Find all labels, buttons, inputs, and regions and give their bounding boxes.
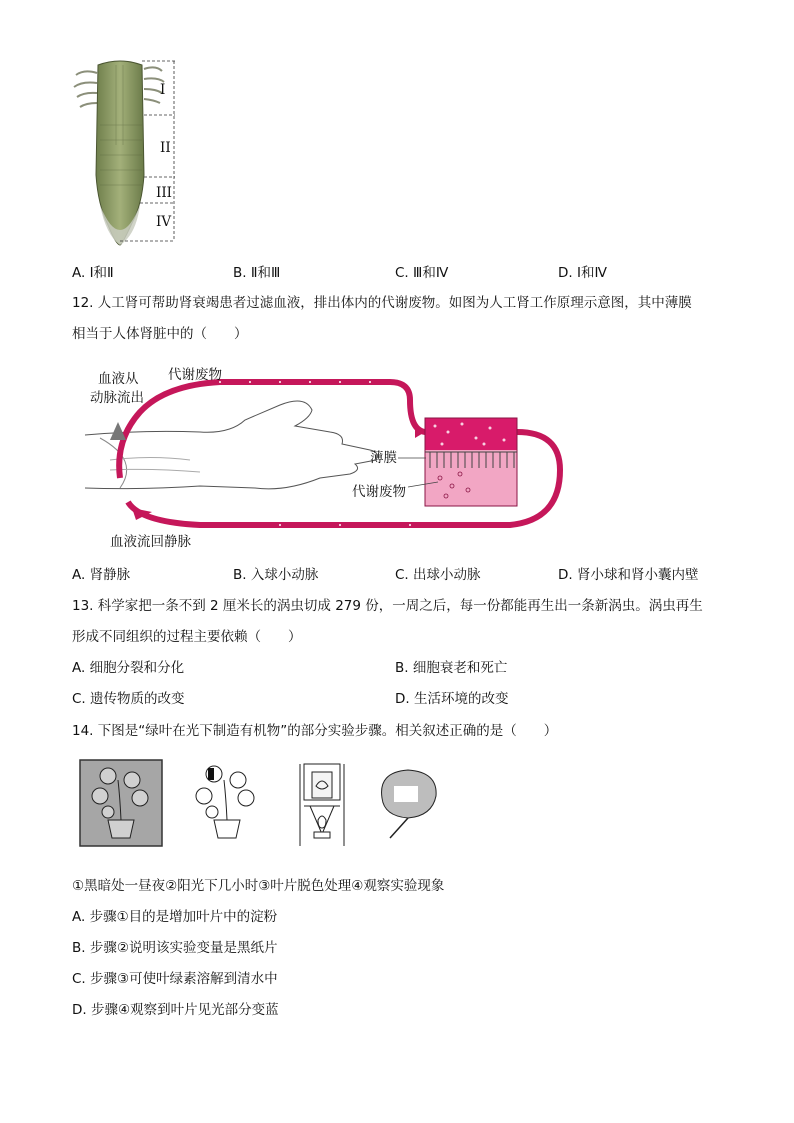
- region-label-1: I: [160, 82, 166, 98]
- q13-stem-line1: 13. 科学家把一条不到 2 厘米长的涡虫切成 279 份，一周之后，每一份都能再生出一条新涡虫。涡虫再生: [72, 598, 703, 614]
- arrow-up-icon: [110, 422, 126, 440]
- q11-option-d[interactable]: D. I和Ⅳ: [558, 265, 607, 281]
- q14-option-c[interactable]: C. 步骤③可使叶绿素溶解到清水中: [72, 971, 278, 987]
- root-tip-drawing: [70, 55, 190, 250]
- photosynthesis-steps-figure: [78, 758, 448, 850]
- q12-stem-line1: 12. 人工肾可帮助肾衰竭患者过滤血液，排出体内的代谢废物。如图为人工肾工作原理示意图，其中薄膜: [72, 295, 692, 311]
- label-waste-side: 代谢废物: [352, 484, 406, 500]
- region-label-2: II: [160, 140, 171, 156]
- q12-option-b[interactable]: B. 入球小动脉: [233, 567, 319, 583]
- chamber-top: [425, 418, 517, 450]
- q12-option-a[interactable]: A. 肾静脉: [72, 567, 131, 583]
- q14-option-b[interactable]: B. 步骤②说明该实验变量是黑纸片: [72, 940, 278, 956]
- label-blood-out-2: 动脉流出: [90, 390, 144, 406]
- q12-option-d[interactable]: D. 肾小球和肾小囊内壁: [558, 567, 699, 583]
- arm-hand: [85, 401, 377, 489]
- root-tip-figure: [70, 55, 190, 250]
- step4-observe-leaf: [382, 770, 437, 838]
- q14-stem: 14. 下图是“绿叶在光下制造有机物”的部分实验步骤。相关叙述正确的是（ ）: [72, 723, 558, 739]
- step2-light-plant: [196, 766, 254, 838]
- q12-option-c[interactable]: C. 出球小动脉: [395, 567, 481, 583]
- label-membrane: 薄膜: [370, 450, 397, 466]
- steps-drawing: [78, 758, 448, 850]
- q11-option-c[interactable]: C. Ⅲ和Ⅳ: [395, 265, 449, 281]
- q13-option-b[interactable]: B. 细胞衰老和死亡: [395, 660, 508, 676]
- step1-dark-plant: [80, 760, 162, 846]
- q11-option-a[interactable]: A. I和Ⅱ: [72, 265, 114, 281]
- chamber-bottom: [425, 450, 517, 506]
- region-label-3: III: [156, 185, 172, 201]
- label-waste-top: 代谢废物: [168, 367, 222, 383]
- q13-option-a[interactable]: A. 细胞分裂和分化: [72, 660, 185, 676]
- q13-option-c[interactable]: C. 遗传物质的改变: [72, 691, 185, 707]
- q13-stem-line2: 形成不同组织的过程主要依赖（ ）: [72, 629, 302, 645]
- q13-option-d[interactable]: D. 生活环境的改变: [395, 691, 509, 707]
- q11-option-b[interactable]: B. Ⅱ和Ⅲ: [233, 265, 281, 281]
- artificial-kidney-drawing: [80, 360, 580, 555]
- q14-steps: ①黑暗处一昼夜②阳光下几小时③叶片脱色处理④观察实验现象: [72, 878, 445, 894]
- q12-stem-line2: 相当于人体肾脏中的（ ）: [72, 326, 248, 342]
- label-blood-out-1: 血液从: [98, 371, 139, 387]
- label-blood-back: 血液流回静脉: [110, 534, 191, 550]
- q14-option-a[interactable]: A. 步骤①目的是增加叶片中的淀粉: [72, 909, 278, 925]
- artificial-kidney-figure: [80, 360, 580, 555]
- q14-option-d[interactable]: D. 步骤④观察到叶片见光部分变蓝: [72, 1002, 279, 1018]
- step3-decolor-bath: [300, 764, 344, 846]
- region-label-4: IV: [156, 214, 172, 230]
